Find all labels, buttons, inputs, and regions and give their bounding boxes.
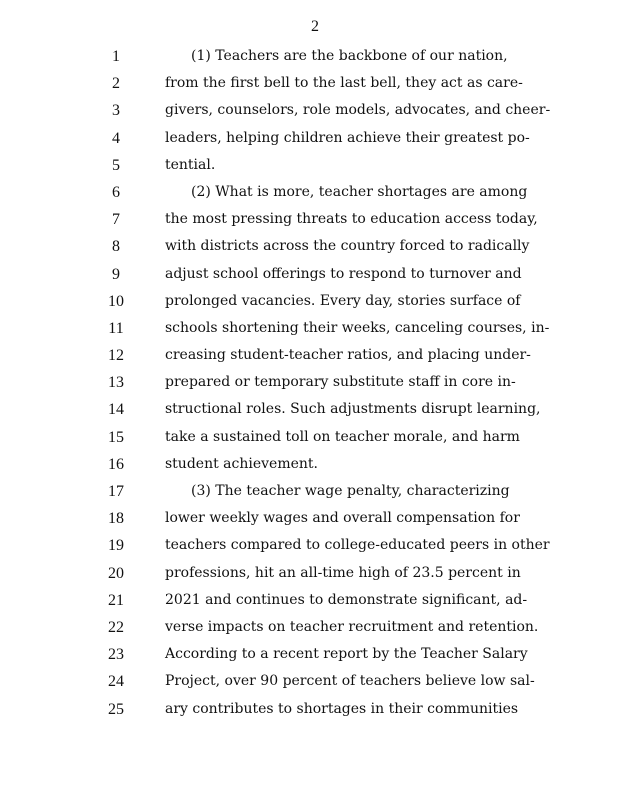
line-number: 8 xyxy=(112,238,120,256)
text-line xyxy=(0,206,630,233)
text-line xyxy=(0,233,630,260)
text-line xyxy=(0,125,630,152)
text-line xyxy=(0,70,630,97)
line-text: (3) The teacher wage penalty, characterizing xyxy=(191,483,510,499)
line-text: 2021 and continues to demonstrate significant, ad- xyxy=(165,591,528,608)
line-number: 1 xyxy=(112,48,120,65)
line-number: 9 xyxy=(112,265,120,283)
text-line xyxy=(0,505,630,532)
line-text: (1) Teachers are the backbone of our nation, xyxy=(191,48,508,64)
line-number: 3 xyxy=(112,102,120,120)
text-line xyxy=(0,424,630,451)
text-line xyxy=(0,641,630,668)
line-number: 11 xyxy=(108,319,124,337)
line-text: adjust school offerings to respond to turnover and xyxy=(165,265,522,282)
line-number: 13 xyxy=(108,374,124,392)
line-text: lower weekly wages and overall compensation for xyxy=(165,510,520,527)
line-text: leaders, helping children achieve their greatest po- xyxy=(165,129,530,146)
line-text: structional roles. Such adjustments disrupt learning, xyxy=(165,401,541,418)
line-number: 25 xyxy=(108,700,124,718)
text-line xyxy=(0,152,630,179)
line-number: 12 xyxy=(108,347,124,365)
line-text: (2) What is more, teacher shortages are among xyxy=(191,183,528,200)
line-number: 7 xyxy=(112,211,120,229)
line-text: the most pressing threats to education access today, xyxy=(165,211,538,228)
line-number: 23 xyxy=(108,646,124,664)
line-text: prolonged vacancies. Every day, stories surface of xyxy=(165,292,521,309)
line-number: 2 xyxy=(112,75,120,93)
text-line xyxy=(0,261,630,288)
line-text: givers, counselors, role models, advocates, and cheer- xyxy=(165,102,551,119)
text-line xyxy=(0,587,630,614)
line-number: 17 xyxy=(108,483,124,500)
line-text: prepared or temporary substitute staff in core in- xyxy=(165,374,516,391)
line-text: tential. xyxy=(165,156,216,173)
text-line xyxy=(0,179,630,206)
line-number: 5 xyxy=(112,156,120,174)
line-number: 20 xyxy=(108,564,124,582)
document-body xyxy=(0,43,630,723)
text-line xyxy=(0,43,630,70)
line-text: teachers compared to college-educated peers in other xyxy=(165,537,550,554)
text-line xyxy=(0,97,630,124)
line-text: schools shortening their weeks, canceling courses, in- xyxy=(165,319,550,336)
text-line xyxy=(0,614,630,641)
text-line xyxy=(0,696,630,723)
line-number: 15 xyxy=(108,428,124,446)
line-number: 24 xyxy=(108,673,124,691)
line-number: 16 xyxy=(108,455,124,473)
text-line xyxy=(0,288,630,315)
text-line xyxy=(0,315,630,342)
line-text: ary contributes to shortages in their communities xyxy=(165,700,519,717)
line-text: According to a recent report by the Teacher Salary xyxy=(165,646,528,663)
text-line xyxy=(0,369,630,396)
text-line xyxy=(0,478,630,505)
line-number: 19 xyxy=(108,537,124,555)
line-number: 14 xyxy=(108,401,124,419)
line-number: 10 xyxy=(108,292,124,310)
text-line xyxy=(0,532,630,559)
text-line xyxy=(0,342,630,369)
line-number: 22 xyxy=(108,618,124,636)
line-text: professions, hit an all-time high of 23.5 percent in xyxy=(165,564,521,581)
line-number: 6 xyxy=(112,183,120,201)
text-line xyxy=(0,668,630,695)
line-text: take a sustained toll on teacher morale, and harm xyxy=(165,428,520,445)
line-text: creasing student-teacher ratios, and placing under- xyxy=(165,347,531,364)
line-number: 21 xyxy=(108,591,124,609)
line-number: 4 xyxy=(112,129,120,147)
text-line xyxy=(0,451,630,478)
line-text: Project, over 90 percent of teachers believe low sal- xyxy=(165,673,535,690)
line-text: with districts across the country forced to radically xyxy=(165,238,530,255)
text-line xyxy=(0,396,630,423)
line-text: verse impacts on teacher recruitment and retention. xyxy=(165,618,539,635)
page-number: 2 xyxy=(311,18,319,35)
text-line xyxy=(0,560,630,587)
line-text: student achievement. xyxy=(165,455,318,472)
line-text: from the first bell to the last bell, they act as care- xyxy=(165,75,523,92)
line-number: 18 xyxy=(108,510,124,528)
